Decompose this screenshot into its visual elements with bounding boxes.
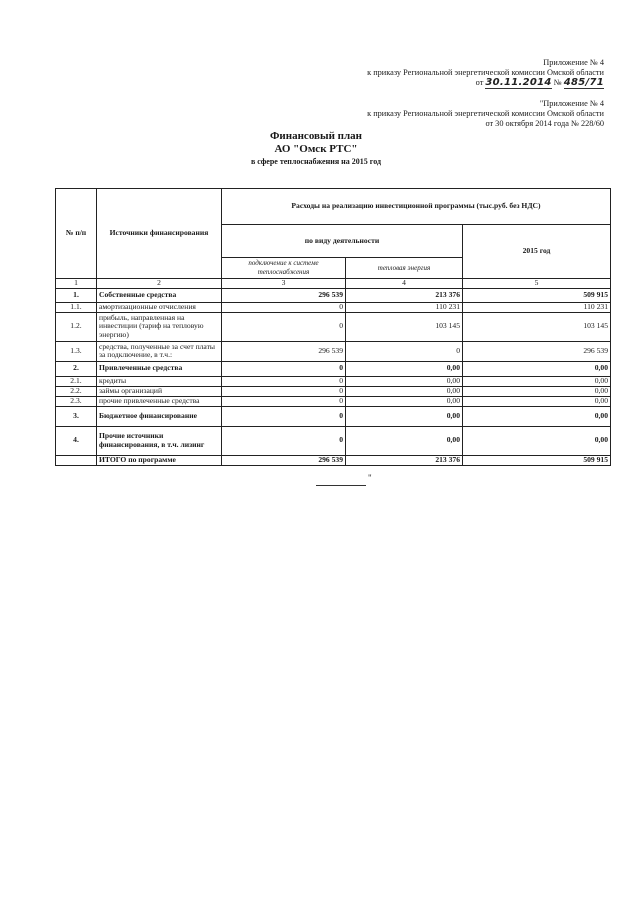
row-name: амортизационные отчисления xyxy=(97,302,222,312)
row-num: 2.2. xyxy=(56,386,97,396)
header-num: № п/п xyxy=(56,189,97,279)
row-thermal-value: 0,00 xyxy=(346,406,463,426)
row-connection-value: 0 xyxy=(222,312,346,341)
order-date-line xyxy=(367,78,604,89)
row-thermal-value: 0,00 xyxy=(346,386,463,396)
handwritten-date: 30.11.2014 xyxy=(485,77,552,88)
row-num: 1.3. xyxy=(56,341,97,361)
table-total-row xyxy=(56,455,611,465)
appendix-header-original xyxy=(367,99,604,129)
row-thermal-value: 103 145 xyxy=(346,312,463,341)
table-row xyxy=(56,396,611,406)
row-total-value: 0,00 xyxy=(463,386,611,396)
row-connection-value: 296 539 xyxy=(222,455,346,465)
financial-plan-table xyxy=(55,188,611,466)
row-name: прибыль, направленная на инвестиции (тариф на тепловую энергию) xyxy=(97,312,222,341)
row-connection-value: 0 xyxy=(222,302,346,312)
order-reference: к приказу Региональной энергетической комиссии Омской области xyxy=(367,109,604,118)
row-total-value: 0,00 xyxy=(463,396,611,406)
handwritten-order-number: 485/71 xyxy=(563,77,604,88)
table-row xyxy=(56,312,611,341)
row-name: Бюджетное финансирование xyxy=(97,406,222,426)
row-name: прочие привлеченные средства xyxy=(97,396,222,406)
row-num: 1.2. xyxy=(56,312,97,341)
document-title xyxy=(206,130,426,166)
row-connection-value: 296 539 xyxy=(222,288,346,302)
header-connection: подключение к системе теплоснабжения xyxy=(222,258,346,279)
header-thermal: тепловая энергия xyxy=(346,258,463,279)
row-num: 4. xyxy=(56,426,97,455)
table-row xyxy=(56,288,611,302)
row-num: 1.1. xyxy=(56,302,97,312)
row-name: Привлеченные средства xyxy=(97,361,222,376)
row-name: кредиты xyxy=(97,376,222,386)
row-connection-value: 0 xyxy=(222,386,346,396)
col-number: 5 xyxy=(463,279,611,289)
end-line xyxy=(316,477,366,486)
col-number: 2 xyxy=(97,279,222,289)
table-row xyxy=(56,426,611,455)
row-thermal-value: 213 376 xyxy=(346,288,463,302)
appendix-label: Приложение № 4 xyxy=(543,58,604,67)
col-number: 3 xyxy=(222,279,346,289)
header-year: 2015 год xyxy=(463,225,611,279)
table-row xyxy=(56,341,611,361)
row-thermal-value: 0,00 xyxy=(346,396,463,406)
row-num: 2. xyxy=(56,361,97,376)
row-name: ИТОГО по программе xyxy=(97,455,222,465)
title-line-2: АО "Омск РТС" xyxy=(274,143,358,155)
row-thermal-value: 0,00 xyxy=(346,376,463,386)
col-number: 4 xyxy=(346,279,463,289)
end-quote-mark: " xyxy=(368,473,372,483)
table-row xyxy=(56,376,611,386)
row-num: 3. xyxy=(56,406,97,426)
row-connection-value: 0 xyxy=(222,361,346,376)
row-total-value: 103 145 xyxy=(463,312,611,341)
title-line-1: Финансовый план xyxy=(269,130,363,142)
col-number: 1 xyxy=(56,279,97,289)
order-date: от 30 октября 2014 года № 228/60 xyxy=(485,119,604,128)
date-prefix: от xyxy=(475,78,484,87)
number-sign: № xyxy=(553,78,562,87)
row-name: Собственные средства xyxy=(97,288,222,302)
header-by-activity: по виду деятельности xyxy=(222,225,463,258)
row-total-value: 296 539 xyxy=(463,341,611,361)
row-name: средства, полученные за счет платы за подключение, в т.ч.: xyxy=(97,341,222,361)
row-thermal-value: 213 376 xyxy=(346,455,463,465)
row-num: 1. xyxy=(56,288,97,302)
row-total-value: 509 915 xyxy=(463,288,611,302)
row-connection-value: 0 xyxy=(222,426,346,455)
row-thermal-value: 0,00 xyxy=(346,361,463,376)
row-total-value: 0,00 xyxy=(463,426,611,455)
row-connection-value: 296 539 xyxy=(222,341,346,361)
row-num: 2.1. xyxy=(56,376,97,386)
row-total-value: 0,00 xyxy=(463,406,611,426)
appendix-header-new xyxy=(367,58,604,89)
row-total-value: 509 915 xyxy=(463,455,611,465)
header-expenses: Расходы на реализацию инвестиционной программы (тыс.руб. без НДС) xyxy=(222,189,611,225)
header-source: Источники финансирования xyxy=(97,189,222,279)
table-row xyxy=(56,406,611,426)
table-row xyxy=(56,386,611,396)
row-total-value: 0,00 xyxy=(463,376,611,386)
row-num: 2.3. xyxy=(56,396,97,406)
row-name: Прочие источники финансирования, в т.ч. лизинг xyxy=(97,426,222,455)
row-thermal-value: 110 231 xyxy=(346,302,463,312)
row-total-value: 110 231 xyxy=(463,302,611,312)
order-reference: к приказу Региональной энергетической комиссии Омской области xyxy=(367,68,604,77)
appendix-label: "Приложение № 4 xyxy=(539,99,604,108)
title-line-3: в сфере теплоснабжения на 2015 год xyxy=(250,157,382,166)
row-total-value: 0,00 xyxy=(463,361,611,376)
row-num xyxy=(56,455,97,465)
row-name: займы организаций xyxy=(97,386,222,396)
table-row xyxy=(56,302,611,312)
row-thermal-value: 0 xyxy=(346,341,463,361)
row-connection-value: 0 xyxy=(222,376,346,386)
table-row xyxy=(56,361,611,376)
row-connection-value: 0 xyxy=(222,396,346,406)
row-thermal-value: 0,00 xyxy=(346,426,463,455)
row-connection-value: 0 xyxy=(222,406,346,426)
